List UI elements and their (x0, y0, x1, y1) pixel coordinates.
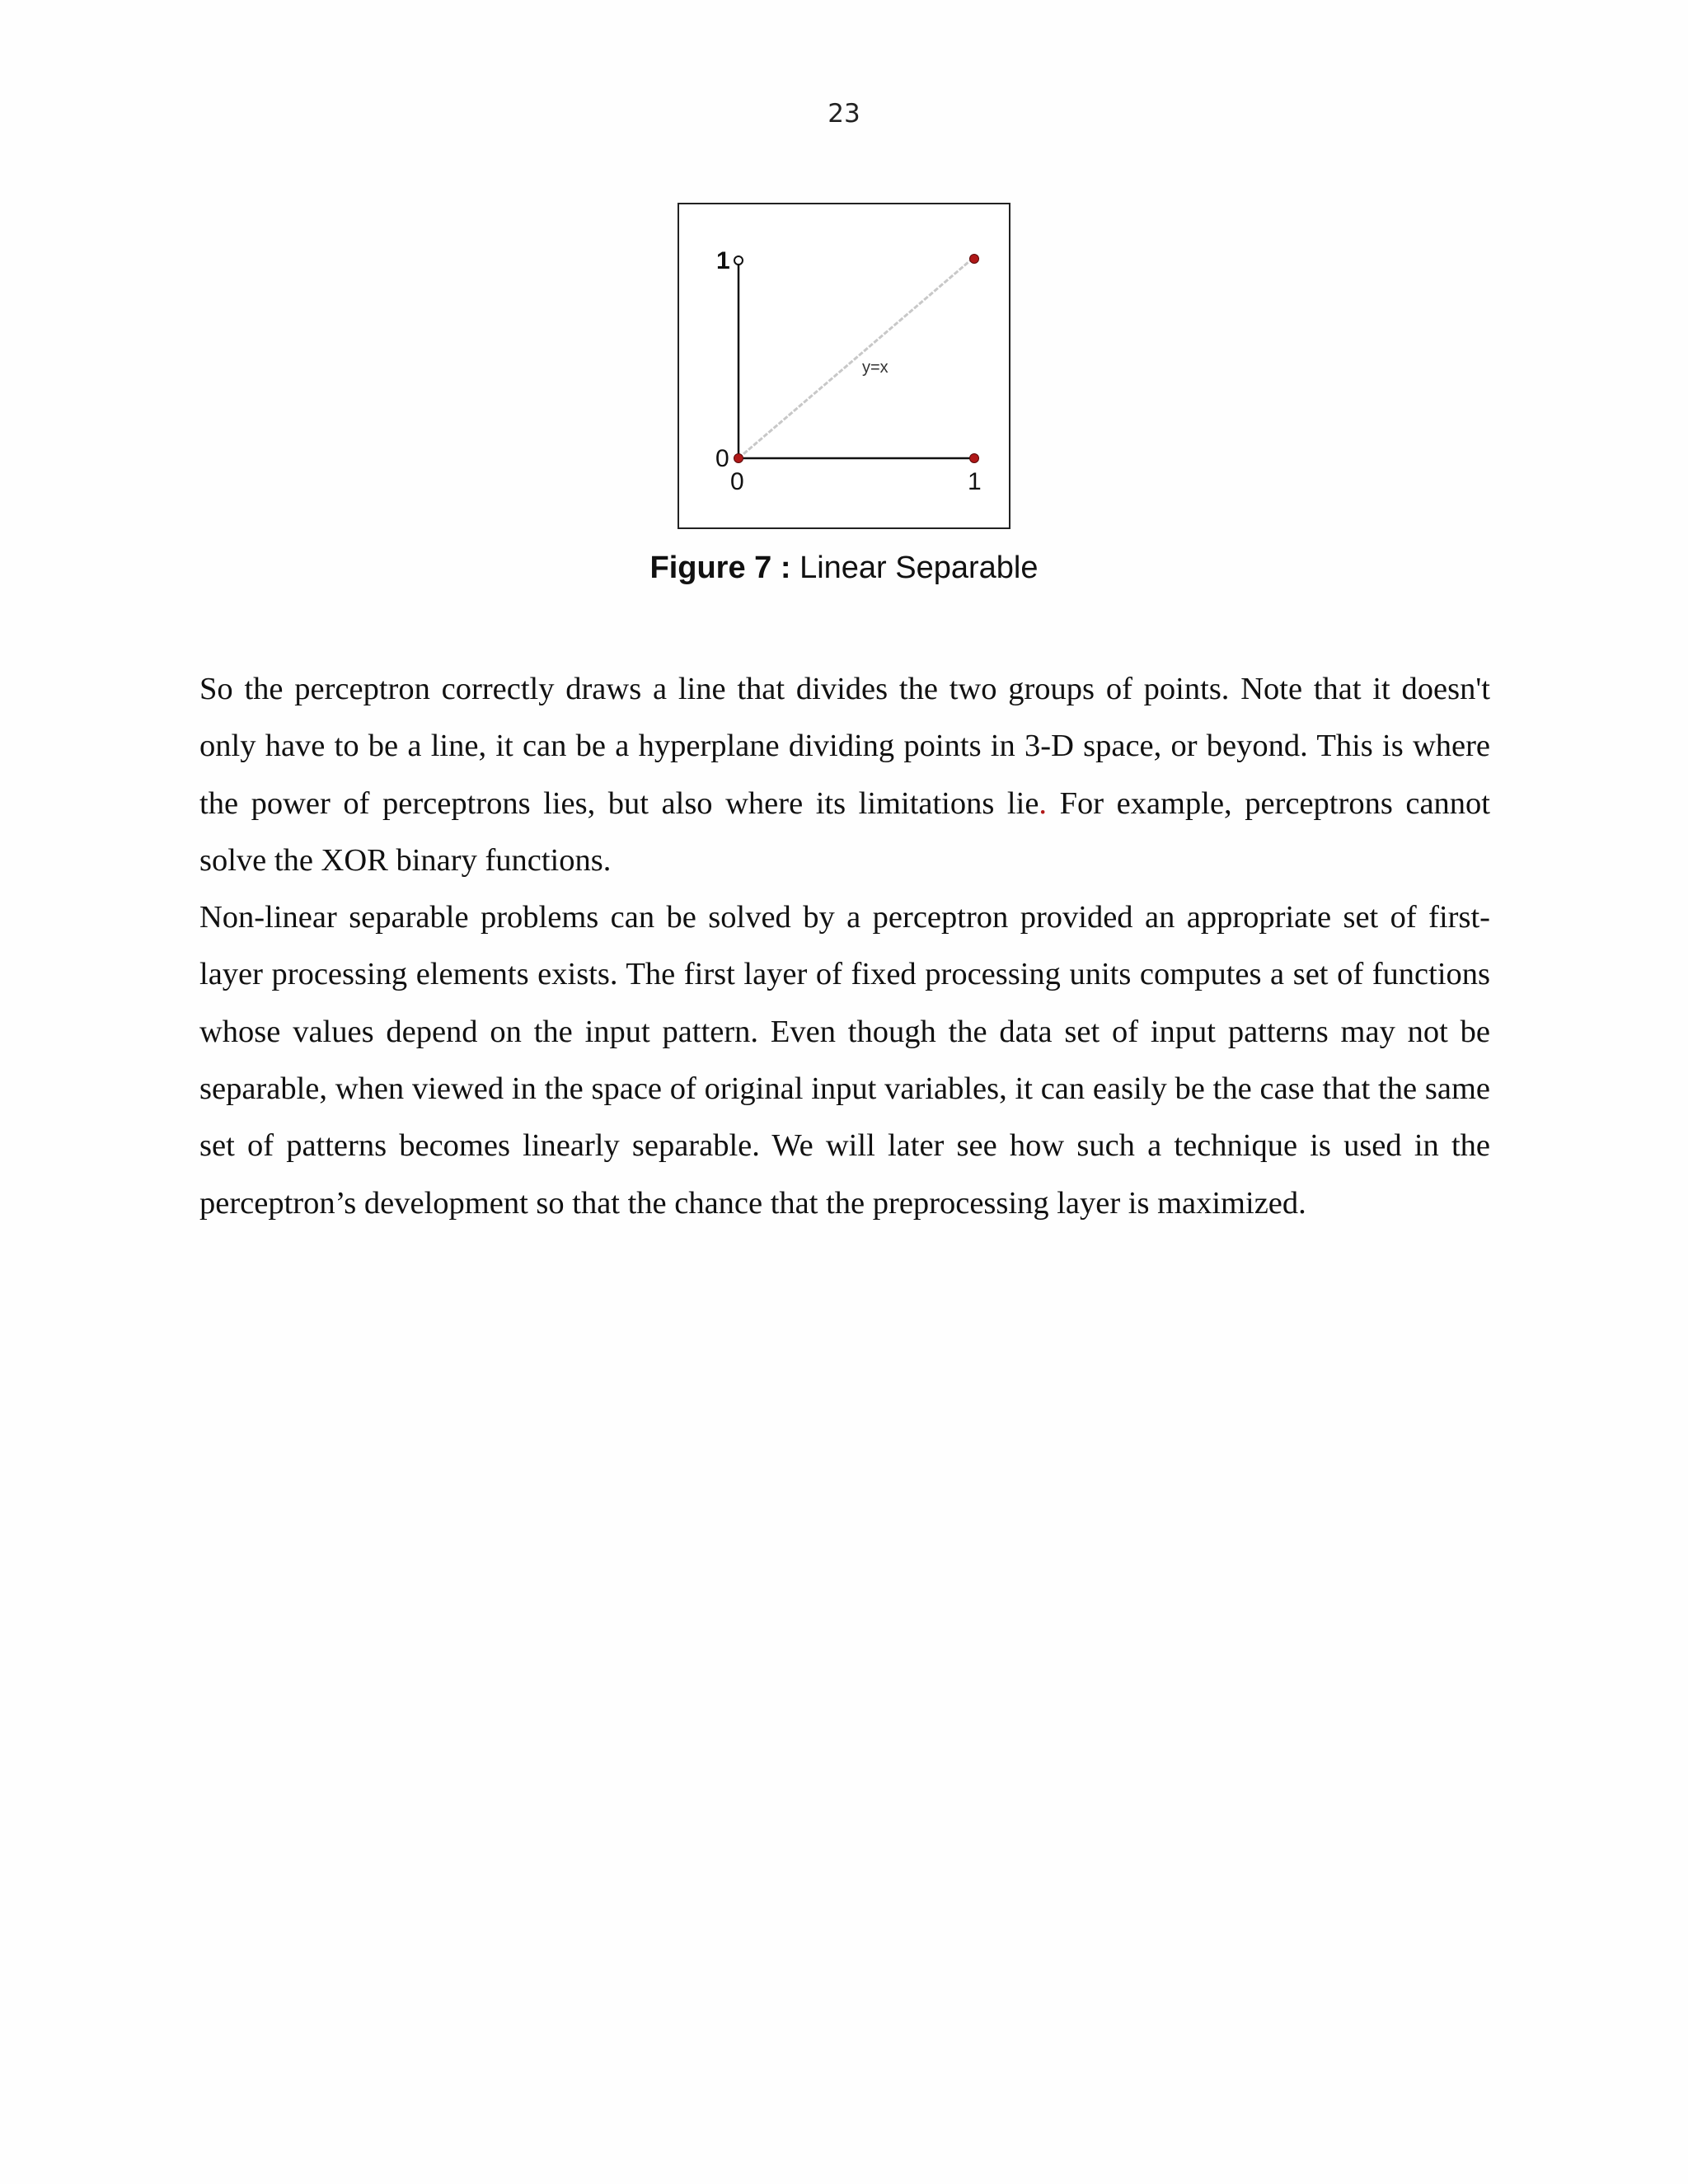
point-0-1 (734, 256, 743, 265)
figure-caption-title: Linear Separable (799, 551, 1039, 585)
body-text (199, 661, 1490, 1232)
point-1-1 (970, 255, 979, 264)
y-axis-top-label: 1 (716, 247, 730, 274)
point-1-0 (970, 454, 979, 463)
x-axis-end-label: 1 (968, 468, 982, 495)
figure-caption-label: Figure 7 : (649, 551, 791, 585)
line-label: y=x (862, 359, 889, 377)
page-number: 23 (828, 99, 860, 129)
paragraph-1-part-2: For example, perceptrons cannot solve the XOR binary functions. (199, 785, 1490, 878)
paragraph-2: Non-linear separable problems can be solved by a perceptron provided an appropriate set of first-layer processing elements exists. The first layer of fixed processing units computes a set of functions whose values depend on the input pattern. Even though the data set of input patterns may not be separable, when viewed in the space of original input variables, it can easily be the case that the same set of patterns becomes linearly separable. We will later see how such a technique is used in the perceptron’s development so that the chance that the preprocessing layer is maximized. (199, 900, 1490, 1221)
paragraph-1-dot: . (1039, 785, 1048, 821)
figure-linear-separable (678, 203, 1010, 529)
point-0-0 (734, 454, 743, 463)
figure-caption (0, 551, 1688, 586)
y-axis-origin-label: 0 (715, 445, 729, 472)
figure-diagram (679, 204, 1009, 527)
x-axis-origin-label: 0 (730, 468, 744, 495)
diagonal-line (738, 257, 974, 458)
paragraph-1 (199, 661, 1490, 889)
paragraph-1-part-1: So the perceptron correctly draws a line that divides the two groups of points. Note that it doesn't only have to be a line, it can be a hyperplane dividing points in 3-D space, or beyond. This is where the power of perceptrons lies, but also where its limitations lie (199, 672, 1490, 821)
